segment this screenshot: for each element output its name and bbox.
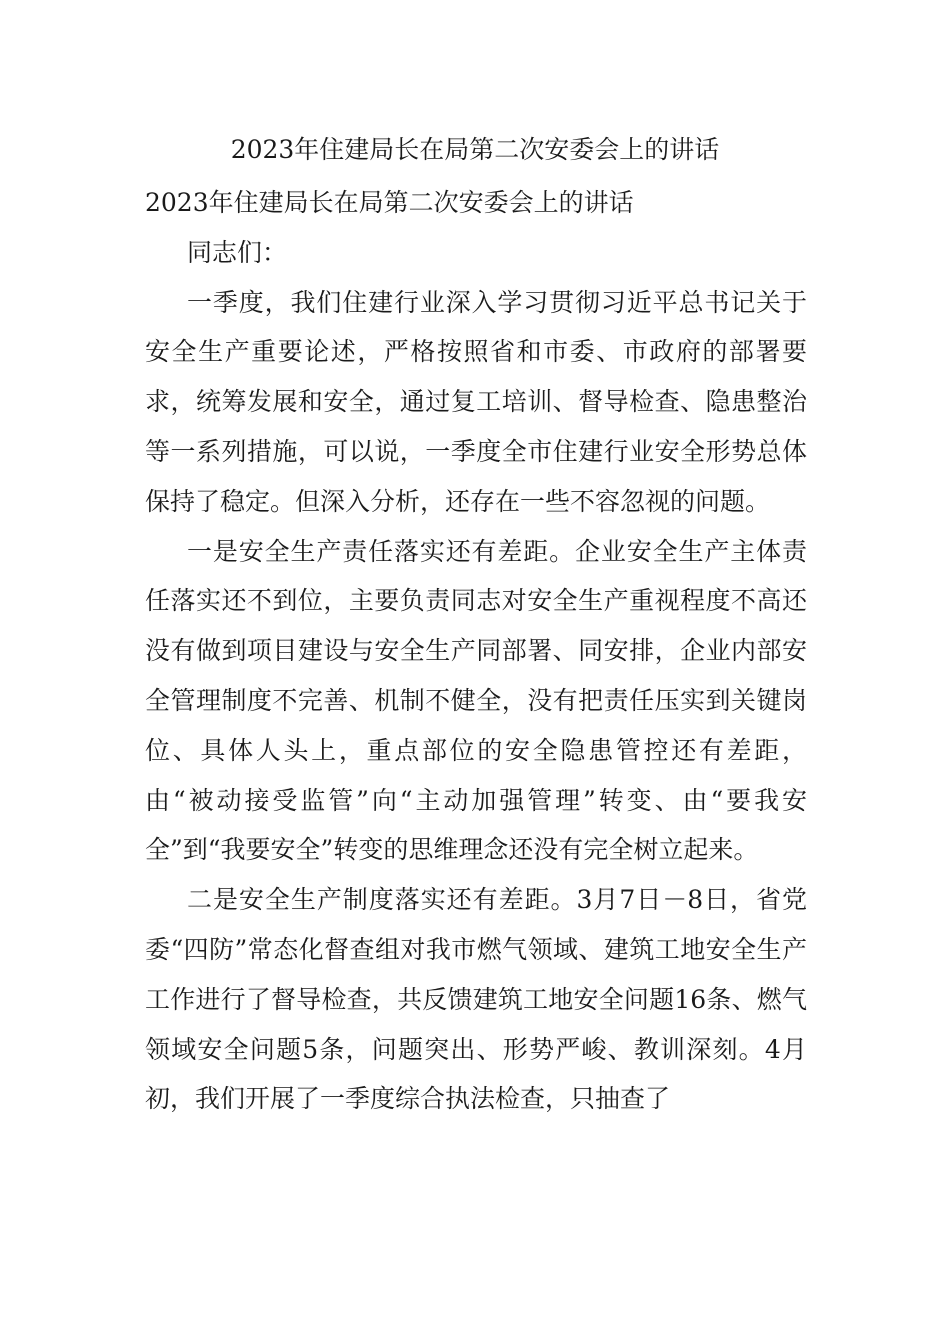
document-body [145, 178, 807, 1124]
paragraph-point-two: 二是安全生产制度落实还有差距。3月7日－8日，省党委“四防”常态化督查组对我市燃气领域、建筑工地安全生产工作进行了督导检查，共反馈建筑工地安全问题16条、燃气领域安全问题5条，问题突出、形势严峻、教训深刻。4月初，我们开展了一季度综合执法检查，只抽查了 [145, 885, 807, 1114]
salutation: 同志们： [187, 237, 288, 267]
document-subtitle: 2023年住建局长在局第二次安委会上的讲话 [145, 188, 634, 217]
paragraph-intro: 一季度，我们住建行业深入学习贯彻习近平总书记关于安全生产重要论述，严格按照省和市委、市政府的部署要求，统筹发展和安全，通过复工培训、督导检查、隐患整治等一系列措施，可以说，一季度全市住建行业安全形势总体保持了稳定。但深入分析，还存在一些不容忽视的问题。 [145, 287, 807, 516]
paragraph-point-one: 一是安全生产责任落实还有差距。企业安全生产主体责任落实还不到位，主要负责同志对安全生产重视程度不高还没有做到项目建设与安全生产同部署、同安排，企业内部安全管理制度不完善、机制不健全，没有把责任压实到关键岗位、具体人头上，重点部位的安全隐患管控还有差距，由“被动接受监管”向“主动加强管理”转变、由“要我安全”到“我要安全”转变的思维理念还没有完全树立起来。 [145, 536, 807, 865]
document-title: 2023年住建局长在局第二次安委会上的讲话 [230, 135, 720, 164]
